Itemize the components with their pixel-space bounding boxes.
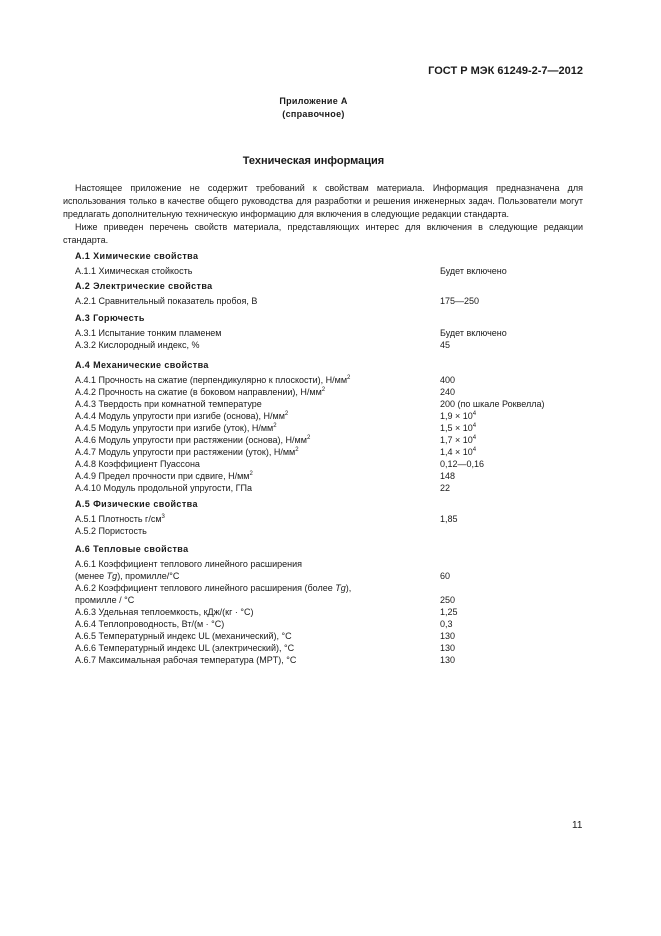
- property-label: [75, 618, 224, 630]
- text-segment: А.4.9 Предел прочности при сдвиге, Н/мм: [75, 471, 250, 481]
- text-segment: Tg: [335, 583, 346, 593]
- section-heading: А.3 Горючесть: [75, 313, 145, 323]
- text-segment: А.4.1 Прочность на сжатие (перпендикулярно к плоскости), Н/мм: [75, 375, 348, 385]
- property-value: [440, 513, 458, 525]
- text-segment: 0,3: [440, 619, 453, 629]
- superscript: 2: [273, 423, 277, 429]
- text-segment: 1,5 × 10: [440, 423, 473, 433]
- superscript: 2: [295, 447, 299, 453]
- text-segment: А.3.2 Кислородный индекс, %: [75, 340, 200, 350]
- superscript: 2: [284, 411, 289, 417]
- property-value: [440, 374, 455, 386]
- text-segment: А.5.1 Плотность г/см: [75, 514, 162, 524]
- text-segment: А.4.8 Коэффициент Пуассона: [75, 459, 200, 469]
- property-label: [75, 513, 165, 525]
- property-label: [75, 295, 257, 307]
- property-row: [75, 339, 595, 351]
- text-segment: 240: [440, 387, 456, 397]
- superscript: 4: [472, 411, 477, 417]
- property-value: [440, 458, 484, 470]
- property-row: [75, 630, 595, 642]
- property-row: [75, 525, 595, 537]
- property-value: [440, 630, 455, 642]
- property-row: [75, 295, 595, 307]
- property-value: [440, 594, 455, 606]
- property-value: [440, 470, 455, 482]
- property-label: [75, 422, 277, 434]
- property-row: [75, 434, 595, 446]
- text-segment: 1,85: [440, 514, 458, 524]
- intro-paragraph: Ниже приведен перечень свойств материала, представляющих интерес для включения в следующие редакции стандарта.: [63, 222, 583, 245]
- section-heading: А.1 Химические свойства: [75, 251, 199, 261]
- text-segment: 200 (по шкале Роквелла): [440, 399, 545, 409]
- text-segment: 130: [440, 631, 456, 641]
- property-label: [75, 470, 253, 482]
- property-row: [75, 482, 595, 494]
- text-segment: 130: [440, 643, 456, 653]
- property-value: [440, 570, 450, 582]
- property-row: [75, 570, 595, 582]
- property-row: [75, 582, 595, 594]
- text-segment: А.1.1 Химическая стойкость: [75, 266, 193, 276]
- text-segment: А.6.3 Удельная теплоемкость, кДж/(кг · °C): [75, 607, 254, 617]
- text-segment: 1,4 × 10: [440, 447, 473, 457]
- intro-text: [63, 182, 583, 247]
- property-label: [75, 434, 310, 446]
- property-value: [440, 482, 450, 494]
- property-row: [75, 558, 595, 570]
- text-segment: А.6.5 Температурный индекс UL (механический), °C: [75, 631, 292, 641]
- property-label: [75, 606, 253, 618]
- property-label: [75, 525, 147, 537]
- section-heading: А.2 Электрические свойства: [75, 281, 213, 291]
- text-segment: А.4.3 Твердость при комнатной температуре: [75, 399, 262, 409]
- page-title: Техническая информация: [242, 155, 385, 167]
- property-row: [75, 470, 595, 482]
- superscript: 2: [321, 387, 326, 393]
- text-segment: 1,7 × 10: [440, 435, 473, 445]
- property-row: [75, 410, 595, 422]
- superscript: 2: [306, 435, 311, 441]
- property-row: [75, 374, 595, 386]
- superscript: 2: [347, 375, 351, 381]
- text-segment: А.4.2 Прочность на сжатие (в боковом направлении), Н/мм: [75, 387, 322, 397]
- property-label: [75, 374, 350, 386]
- text-segment: Tg: [106, 571, 118, 581]
- superscript: 4: [472, 423, 477, 429]
- property-label: [75, 386, 325, 398]
- property-row: [75, 513, 595, 525]
- property-row: [75, 386, 595, 398]
- text-segment: А.4.7 Модуль упругости при растяжении (уток), Н/мм: [75, 447, 296, 457]
- text-segment: 0,12—0,16: [440, 459, 485, 469]
- text-segment: А.6.7 Максимальная рабочая температура (MPT), °C: [75, 655, 297, 665]
- property-row: [75, 446, 595, 458]
- text-segment: А.6.4 Теплопроводность, Вт/(м · °C): [75, 619, 225, 629]
- property-value: [440, 654, 455, 666]
- property-row: [75, 594, 595, 606]
- text-segment: А.4.6 Модуль упругости при растяжении (основа), Н/мм: [75, 435, 307, 445]
- property-value: [440, 295, 479, 307]
- text-segment: А.5.2 Пористость: [75, 526, 147, 536]
- text-segment: А.4.10 Модуль продольной упругости, ГПа: [75, 483, 252, 493]
- text-segment: А.6.6 Температурный индекс UL (электрический), °C: [75, 643, 295, 653]
- property-row: [75, 642, 595, 654]
- text-segment: промилле / °C: [75, 595, 135, 605]
- appendix-type: (справочное): [282, 109, 345, 119]
- appendix-label: Приложение А: [279, 96, 348, 106]
- text-segment: Будет включено: [440, 328, 507, 338]
- property-row: [75, 654, 595, 666]
- text-segment: 130: [440, 655, 456, 665]
- text-segment: 22: [440, 483, 451, 493]
- property-label: [75, 558, 302, 570]
- text-segment: А.6.1 Коэффициент теплового линейного расширения: [75, 559, 302, 569]
- property-row: [75, 327, 595, 339]
- text-segment: ), промилле/°C: [117, 571, 180, 581]
- superscript: 4: [472, 435, 477, 441]
- text-segment: 148: [440, 471, 456, 481]
- superscript: 3: [161, 514, 165, 520]
- text-segment: А.3.1 Испытание тонким пламенем: [75, 328, 222, 338]
- property-label: [75, 265, 192, 277]
- property-value: [440, 446, 476, 458]
- text-segment: (менее: [75, 571, 107, 581]
- property-label: [75, 458, 200, 470]
- superscript: 4: [472, 447, 477, 453]
- property-value: [440, 618, 453, 630]
- text-segment: Будет включено: [440, 266, 507, 276]
- document-id-header: ГОСТ Р МЭК 61249-2-7—2012: [428, 65, 583, 77]
- property-value: [440, 642, 455, 654]
- text-segment: 400: [440, 375, 456, 385]
- property-label: [75, 327, 222, 339]
- property-label: [75, 398, 262, 410]
- section-heading: А.4 Механические свойства: [75, 360, 209, 370]
- property-label: [75, 339, 199, 351]
- property-value: [440, 422, 476, 434]
- property-label: [75, 582, 351, 594]
- property-value: [440, 410, 476, 422]
- text-segment: А.4.4 Модуль упругости при изгибе (основа), Н/мм: [75, 411, 285, 421]
- text-segment: ),: [345, 583, 352, 593]
- text-segment: 175—250: [440, 296, 480, 306]
- text-segment: 1,9 × 10: [440, 411, 473, 421]
- property-label: [75, 594, 134, 606]
- property-value: [440, 265, 507, 277]
- text-segment: А.2.1 Сравнительный показатель пробоя, В: [75, 296, 258, 306]
- text-segment: 45: [440, 340, 451, 350]
- property-label: [75, 410, 288, 422]
- text-segment: 250: [440, 595, 456, 605]
- property-value: [440, 386, 455, 398]
- property-label: [75, 654, 296, 666]
- property-row: [75, 458, 595, 470]
- property-row: [75, 265, 595, 277]
- property-value: [440, 434, 476, 446]
- property-value: [440, 327, 507, 339]
- property-label: [75, 630, 292, 642]
- section-heading: А.6 Тепловые свойства: [75, 544, 189, 554]
- property-row: [75, 606, 595, 618]
- page-number: 11: [572, 820, 583, 831]
- property-label: [75, 482, 252, 494]
- property-row: [75, 618, 595, 630]
- property-label: [75, 642, 294, 654]
- superscript: 2: [249, 471, 253, 477]
- text-segment: А.6.2 Коэффициент теплового линейного расширения (более: [75, 583, 336, 593]
- intro-paragraph: Настоящее приложение не содержит требований к свойствам материала. Информация предназначена для использования только в качестве общего руководства для разработки и решения инженерных задач. Пользователи могут предлагать дополнительную техническую информацию для включения в следующие редакции стандарта.: [63, 183, 583, 219]
- section-heading: А.5 Физические свойства: [75, 499, 198, 509]
- property-label: [75, 446, 299, 458]
- text-segment: А.4.5 Модуль упругости при изгибе (уток), Н/мм: [75, 423, 274, 433]
- property-value: [440, 398, 544, 410]
- property-value: [440, 606, 458, 618]
- property-label: [75, 570, 179, 582]
- text-segment: 1,25: [440, 607, 458, 617]
- property-row: [75, 422, 595, 434]
- text-segment: 60: [440, 571, 451, 581]
- property-row: [75, 398, 595, 410]
- property-value: [440, 339, 450, 351]
